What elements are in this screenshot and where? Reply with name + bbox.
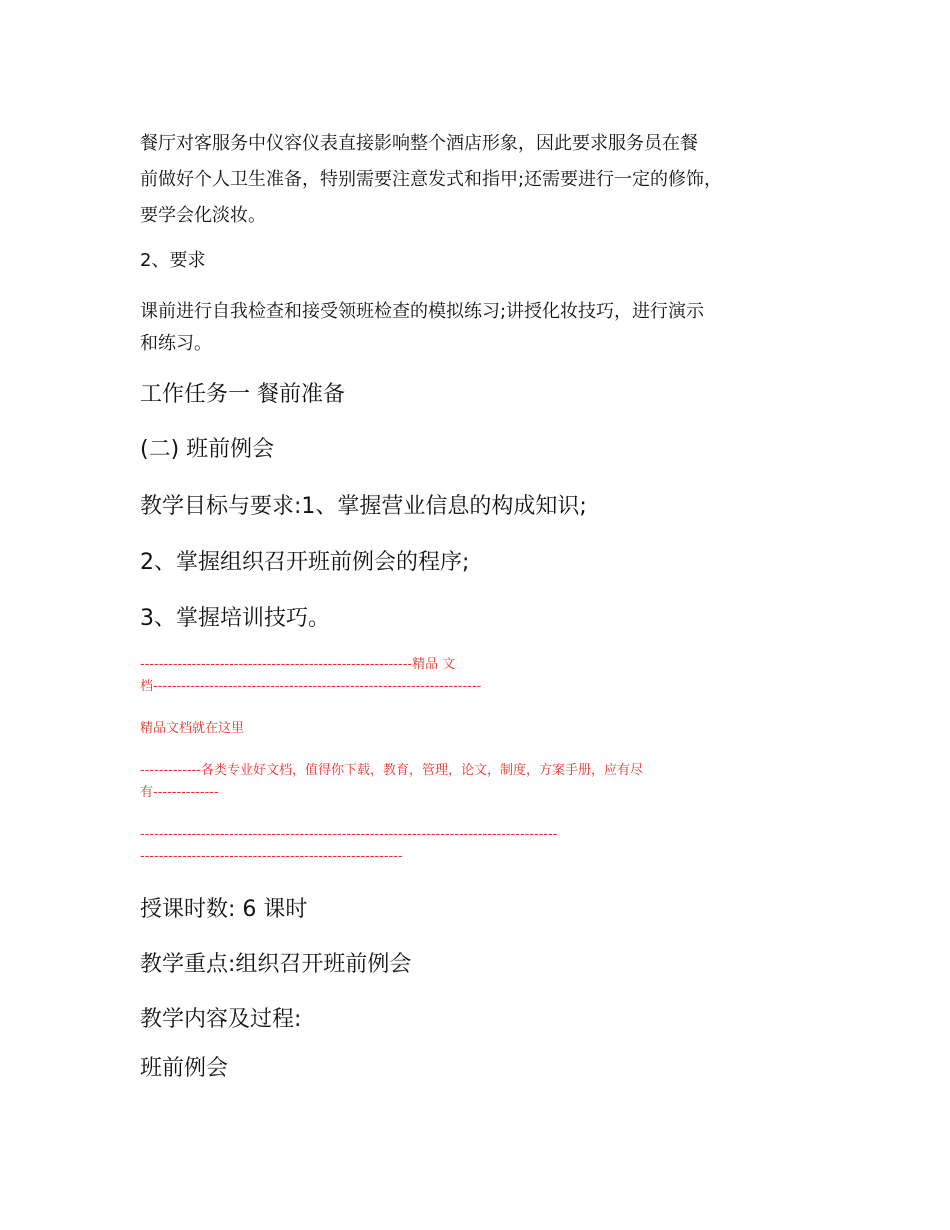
teaching-hours: 授课时数: 6 课时 bbox=[140, 897, 308, 922]
watermark-block-3 bbox=[140, 824, 558, 868]
objective-2: 2、掌握组织召开班前例会的程序; bbox=[140, 550, 470, 575]
objective-1: 教学目标与要求:1、掌握营业信息的构成知识; bbox=[140, 494, 587, 519]
watermark-line-4: -------------各类专业好文档，值得你下载，教育，管理，论文，制度，方案手册，应有尽 bbox=[140, 763, 643, 778]
watermark-line-7: -------------------------------------------------------- bbox=[140, 849, 403, 864]
objective-3: 3、掌握培训技巧。 bbox=[140, 606, 330, 631]
task-title: 工作任务一 餐前准备 bbox=[140, 382, 345, 407]
requirements-heading: 2、要求 bbox=[140, 250, 206, 271]
intro-paragraph bbox=[140, 126, 722, 234]
meeting-heading: 班前例会 bbox=[140, 1056, 229, 1081]
section-title: (二) 班前例会 bbox=[140, 437, 275, 462]
watermark-block-1 bbox=[140, 654, 481, 698]
requirements-paragraph bbox=[140, 296, 704, 360]
watermark-tagline: 精品文档就在这里 bbox=[140, 721, 245, 736]
watermark-line-2: 档---------------------------------------------------------------------- bbox=[140, 679, 482, 694]
requirements-line-2: 和练习。 bbox=[140, 333, 212, 354]
intro-line-3: 要学会化淡妆。 bbox=[140, 205, 266, 226]
intro-line-1: 餐厅对客服务中仪容仪表直接影响整个酒店形象，因此要求服务员在餐 bbox=[140, 133, 698, 154]
intro-line-2: 前做好个人卫生准备，特别需要注意发式和指甲;还需要进行一定的修饰， bbox=[140, 169, 723, 190]
watermark-line-6: ----------------------------------------------------------------------------------------- bbox=[140, 827, 558, 842]
watermark-line-5: 有-------------- bbox=[140, 785, 219, 800]
content-process-heading: 教学内容及过程: bbox=[140, 1007, 302, 1032]
teaching-focus: 教学重点:组织召开班前例会 bbox=[140, 952, 412, 977]
watermark-line-1: ----------------------------------------------------------精品 文 bbox=[140, 657, 456, 672]
watermark-block-2 bbox=[140, 760, 643, 804]
requirements-line-1: 课前进行自我检查和接受领班检查的模拟练习;讲授化妆技巧，进行演示 bbox=[140, 301, 705, 322]
